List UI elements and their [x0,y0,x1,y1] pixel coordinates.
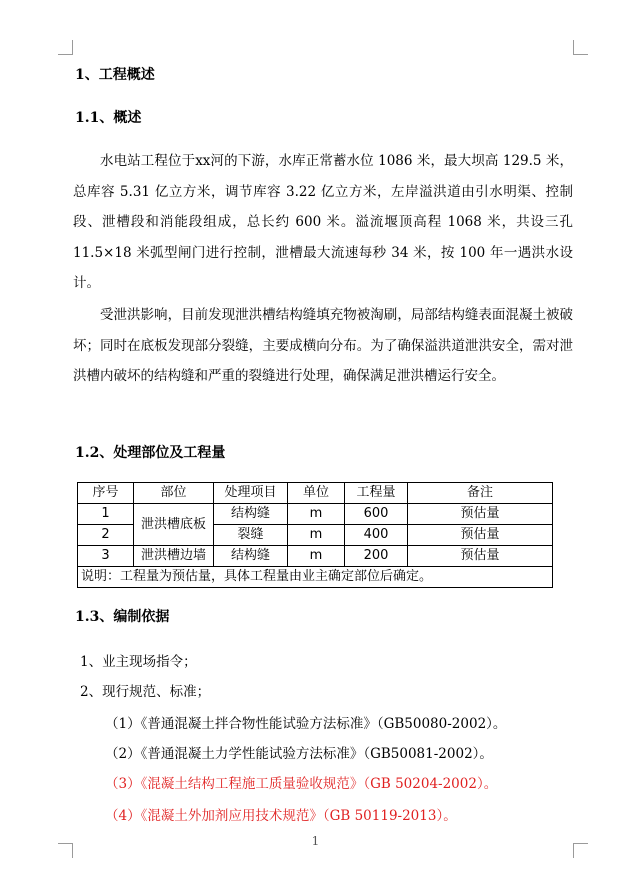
cell-part: 泄洪槽边墙 [134,546,214,567]
standard-item: （2）《普通混凝土力学性能试验方法标准》（GB50081-2002）。 [105,746,493,762]
page-corner-mark-top-left [58,40,73,55]
cell-qty: 600 [345,504,408,525]
cell-item: 结构缝 [214,504,288,525]
table-footnote: 说明：工程量为预估量，具体工程量由业主确定部位后确定。 [78,567,553,588]
col-header-item: 处理项目 [214,483,288,504]
heading-project-overview: 1、工程概述 [75,67,155,83]
basis-item-owner-instructions: 1、业主现场指令； [80,654,197,670]
paragraph-damage-description: 受泄洪影响，目前发现泄洪槽结构缝填充物被淘刷，局部结构缝表面混凝土被破坏；同时在底板发现部分裂缝，主要成横向分布。为了确保溢洪道泄洪安全，需对泄洪槽内破坏的结构缝和严重的裂缝进行处理，确保满足泄洪槽运行安全。 [73,307,573,384]
page-corner-mark-top-right [573,40,588,55]
cell-note: 预估量 [408,504,553,525]
cell-qty: 200 [345,546,408,567]
table-row [78,546,553,567]
col-header-no: 序号 [78,483,134,504]
cell-unit: m [288,504,345,525]
cell-no: 1 [78,504,134,525]
col-header-part: 部位 [134,483,214,504]
quantity-table [77,482,553,588]
cell-no: 3 [78,546,134,567]
col-header-qty: 工程量 [345,483,408,504]
table-header-row [78,483,553,504]
col-header-note: 备注 [408,483,553,504]
cell-note: 预估量 [408,525,553,546]
col-header-unit: 单位 [288,483,345,504]
heading-treatment-quantities: 1.2、处理部位及工程量 [75,445,226,461]
cell-unit: m [288,525,345,546]
cell-note: 预估量 [408,546,553,567]
cell-unit: m [288,546,345,567]
page-number: 1 [311,834,320,848]
cell-item: 结构缝 [214,546,288,567]
cell-qty: 400 [345,525,408,546]
standard-item-highlighted: （3）《混凝土结构工程施工质量验收规范》（GB 50204-2002）。 [105,776,498,792]
cell-item: 裂缝 [214,525,288,546]
heading-overview: 1.1、概述 [75,110,142,126]
paragraph-project-description: 水电站工程位于xx河的下游，水库正常蓄水位 1086 米，最大坝高 129.5 米，总库容 5.31 亿立方米，调节库容 3.22 亿立方米，左岸溢洪道由引水明渠、控制段、泄槽段和消能段组成，总长约 600 米。溢流堰顶高程 1068 米，共设三孔 11.5×18 米弧型闸门进行控制，泄槽最大流速每秒 34 米，按 100 年一遇洪水设计。 [73,153,573,291]
cell-part: 泄洪槽底板 [134,504,214,546]
table-footnote-row [78,567,553,588]
standard-item: （1）《普通混凝土拌合物性能试验方法标准》（GB50080-2002）。 [105,716,507,732]
basis-item-current-standards: 2、现行规范、标准； [80,684,211,700]
cell-no: 2 [78,525,134,546]
standard-item-highlighted: （4）《混凝土外加剂应用技术规范》（GB 50119-2013）。 [105,808,457,824]
table-row [78,504,553,525]
heading-compilation-basis: 1.3、编制依据 [75,609,170,625]
